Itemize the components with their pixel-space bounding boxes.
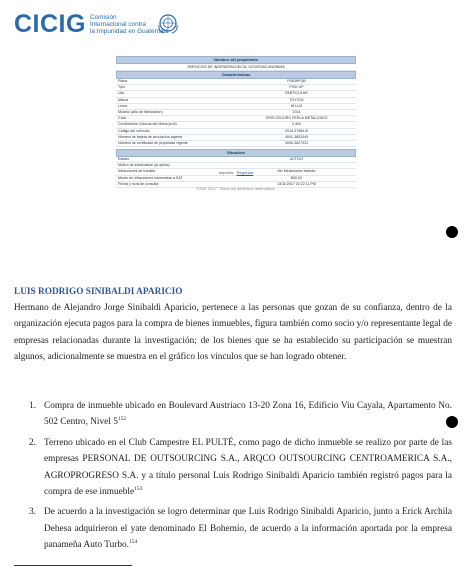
- footnote-ref: 153: [134, 485, 143, 492]
- record-field-label: Uso: [118, 91, 125, 96]
- features-header: Características: [116, 71, 356, 79]
- vehicle-record-screenshot: [116, 56, 356, 192]
- record-field-label: Color: [118, 116, 127, 121]
- bullet-dot: [446, 226, 458, 238]
- record-field-value: PICK UP: [289, 85, 304, 90]
- record-field-value: ACTIVO: [289, 157, 304, 162]
- record-field-label: Placa: [118, 79, 127, 83]
- list-item: 2. Terreno ubicado en el Club Campestre EL PULTÉ, como pago de dicho inmueble se realizo por parte de las empresas PERSONAL DE OUTSOURCING S.A., ARQCO OUTSOURCING CENTROAMERICA S.A., AGROPROGRESO S.A. y a título personal Luis Rodrigo Sinibaldi Aparicio también registró pagos para la compra de ese inmueble$^{153}$: [29, 437, 452, 498]
- record-field-label: Tipo: [118, 85, 125, 90]
- record-field-value: PARTICULAR: [285, 91, 308, 96]
- copyright-text: ©SAT 2017. Todos los derechos reservados.: [196, 186, 276, 191]
- record-field-value: Ver infracciones tránsito: [277, 169, 316, 174]
- owner-header: Nombre del propietario: [116, 56, 356, 64]
- footnote-ref: 154: [128, 539, 138, 546]
- intro-paragraph: Hermano de Alejandro Jorge Sinibaldi Aparicio, pertenece a las personas que gozan de su confianza, dentro de la organización ejecuta pagos para la compra de bienes inmuebles, figura también como socio y/o representante legal de empresas relacionadas durante la investigación; de los bienes que se ha establecido su participación se muestran algunos, adicionalmente se muestra en el gráfico los vínculos que se han logrado obtener.: [14, 303, 452, 363]
- record-field-value: HI LUX: [290, 103, 303, 108]
- footnote-separator: [14, 565, 132, 566]
- un-emblem-icon: [156, 13, 180, 35]
- record-field-value: 2014: [292, 109, 301, 114]
- record-field-label: Línea: [118, 103, 127, 108]
- back-link[interactable]: Regresar: [236, 170, 254, 175]
- footnote-ref: 152: [117, 416, 127, 423]
- record-field-label: Infracciones de tránsito: [118, 169, 156, 174]
- list-item: 1. Compra de inmueble ubicado en Boulevard Austriaco 13-20 Zona 16, Edificio Viu Cayala, Apartamento No. 502 Centro, Nivel $5^{152}$: [29, 401, 452, 428]
- record-actions: [116, 170, 356, 175]
- record-field-label: Fecha y hora de consulta: [118, 181, 159, 186]
- record-field-label: Monto de infracciones informadas a SAT: [118, 175, 183, 180]
- record-field-value: $00.00: [291, 175, 302, 180]
- record-field-value: 4055-3827422: [284, 140, 309, 145]
- record-field-label: Número de certificado de propiedad vigente: [118, 140, 188, 145]
- list-item: 3. De acuerdo a la investigación se logro determinar que Luis Rodrigo Sinibaldi Aparicio, junto a Erick Archila Dehesa adquirieron el yate denominado El Bohemio, de acuerdo a la información aportada por la empresa panameña Auto Turbo.$^{154}$: [29, 507, 452, 551]
- record-field-value: P083HPQB: [287, 79, 306, 83]
- record-field-label: Estado: [118, 157, 130, 162]
- record-field-label: Marca: [118, 97, 128, 102]
- logo-text: CICIG: [14, 10, 86, 38]
- record-field-label: Número de tarjeta de circulación vigente: [118, 134, 183, 139]
- person-title: LUIS RODRIGO SINIBALDI APARICIO: [14, 287, 183, 297]
- record-field-value: GRIS OSCURO PERLA METALIZADO: [265, 116, 328, 121]
- record-field-label: Código del vehículo: [118, 128, 150, 133]
- record-field-value: TOYOTA: [289, 97, 304, 102]
- asset-list: [14, 398, 452, 558]
- print-link[interactable]: Imprimir: [218, 170, 234, 175]
- owner-value: SERVICIOS DE INGENIERIA DELTA, SOCIEDAD ANONIMA: [116, 64, 356, 71]
- record-field-value: 4001-3852049: [284, 134, 309, 139]
- status-header: Situación: [116, 149, 356, 157]
- record-field-label: Centímetros Cúbicos del Motor(cm3): [118, 122, 177, 127]
- record-field-value: 2014-37884-B: [285, 128, 308, 133]
- record-field-label: Modelo (año de fabricación): [118, 109, 163, 114]
- record-field-label: Motivo de inactivación (si aplica): [118, 163, 170, 168]
- record-field-value: 2,494: [292, 122, 301, 127]
- record-field-value: [237, 163, 356, 168]
- cicig-logo: [14, 12, 168, 36]
- logo-subtitle: Comisión Internacional contra la Impunidad en Guatemala: [89, 13, 169, 35]
- record-field-value: 13/11/2017 02:22:11 PM: [277, 181, 316, 186]
